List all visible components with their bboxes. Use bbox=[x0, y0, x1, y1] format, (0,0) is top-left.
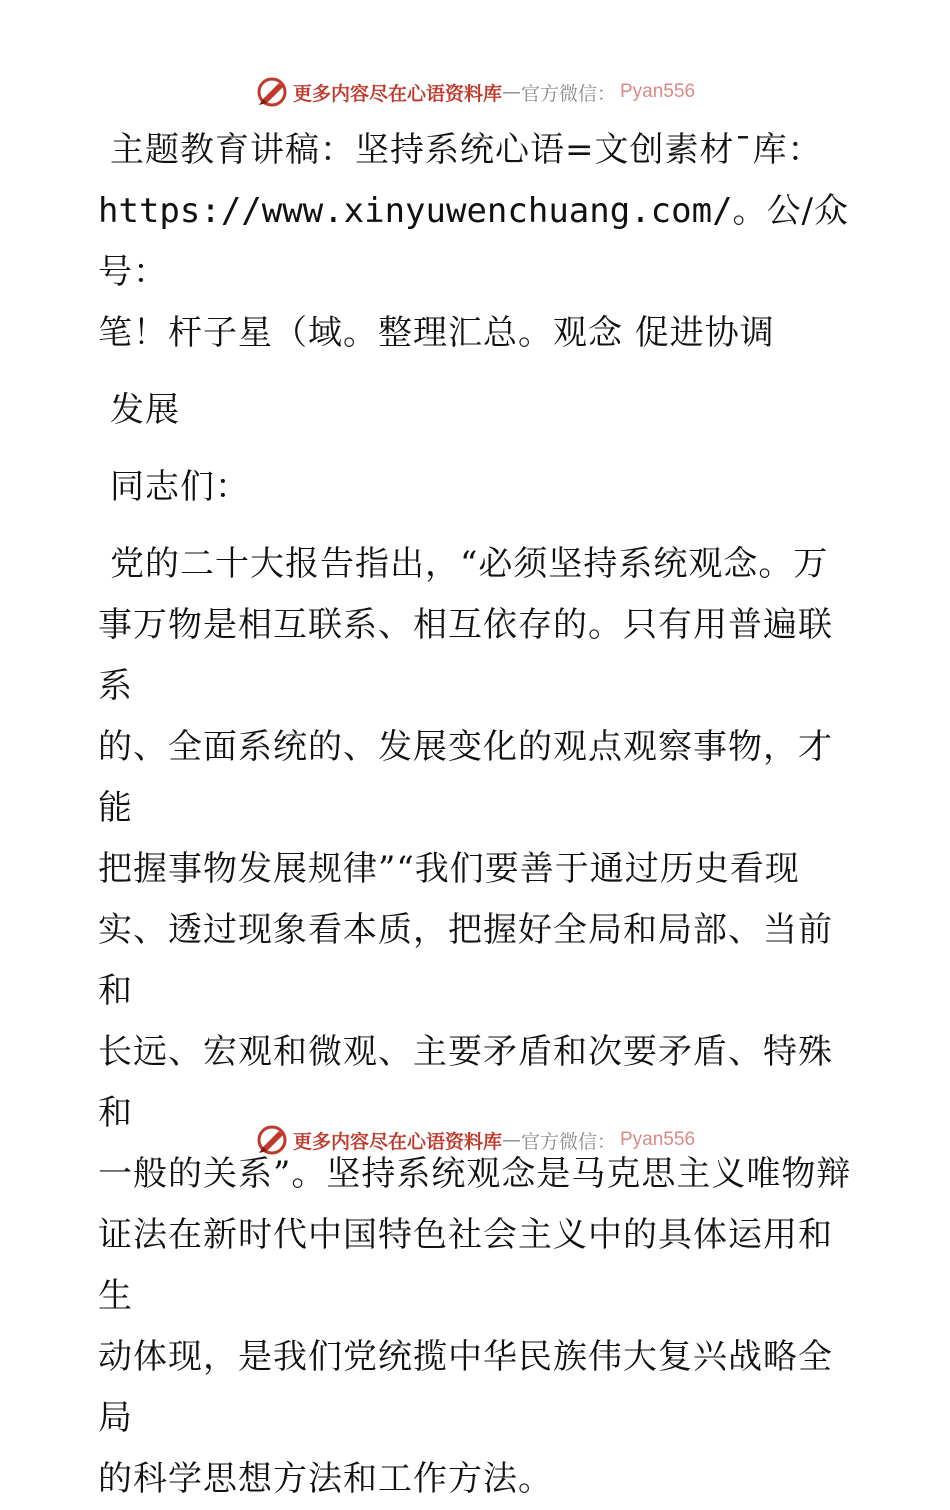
banner-brand-text: 更多内容尽在心语资料库 bbox=[292, 82, 502, 105]
header-banner bbox=[0, 72, 950, 112]
title-line-3: 笔！杆子星（域。整理汇总。观念 促进协调 bbox=[98, 313, 775, 353]
body-paragraph bbox=[98, 534, 858, 1510]
title-line-2 bbox=[98, 181, 858, 303]
salutation: 同志们： bbox=[110, 467, 250, 507]
footer-brand-text: 更多内容尽在心语资料库 bbox=[292, 1130, 502, 1153]
body-line: 一般的关系”。坚持系统观念是马克思主义唯物辩 bbox=[98, 1154, 852, 1194]
title-line-2-tail: 公/众号： bbox=[98, 191, 850, 292]
body-line: 动体现，是我们党统揽中华民族伟大复兴战略全局 bbox=[98, 1337, 833, 1438]
body-line: 事万物是相互联系、相互依存的。只有用普遍联系 bbox=[98, 605, 833, 706]
footer-wechat-label: 官方微信： bbox=[520, 1130, 616, 1153]
body-line: 的科学思想方法和工作方法。 bbox=[98, 1459, 553, 1499]
pen-logo-icon bbox=[255, 1123, 289, 1157]
footer-wechat-id: Pyan556 bbox=[620, 1129, 696, 1150]
body-line: 长远、宏观和微观、主要矛盾和次要矛盾、特殊和 bbox=[98, 1032, 833, 1133]
pen-logo-icon bbox=[255, 75, 289, 109]
footer-dash: — bbox=[501, 1129, 521, 1151]
source-url: https://www.xinyuwenchuang.com/。 bbox=[98, 191, 767, 231]
body-line: 实、透过现象看本质，把握好全局和局部、当前和 bbox=[98, 910, 833, 1011]
banner-dash: — bbox=[501, 81, 521, 103]
body-line: 把握事物发展规律”“我们要善于通过历史看现 bbox=[98, 849, 800, 889]
title-line-4: 发展 bbox=[110, 390, 180, 430]
title-line-1: 主题教育讲稿：坚持系统心语=文创素材¯库： bbox=[110, 130, 823, 170]
banner-wechat-label: 官方微信： bbox=[520, 82, 616, 105]
banner-wechat-id: Pyan556 bbox=[620, 81, 696, 102]
footer-banner bbox=[0, 1120, 950, 1160]
body-line: 证法在新时代中国特色社会主义中的具体运用和生 bbox=[98, 1215, 833, 1316]
body-line: 党的二十大报告指出，“必须坚持系统观念。万 bbox=[110, 544, 829, 584]
document-body bbox=[98, 120, 858, 1510]
body-line: 的、全面系统的、发展变化的观点观察事物，才能 bbox=[98, 727, 833, 828]
